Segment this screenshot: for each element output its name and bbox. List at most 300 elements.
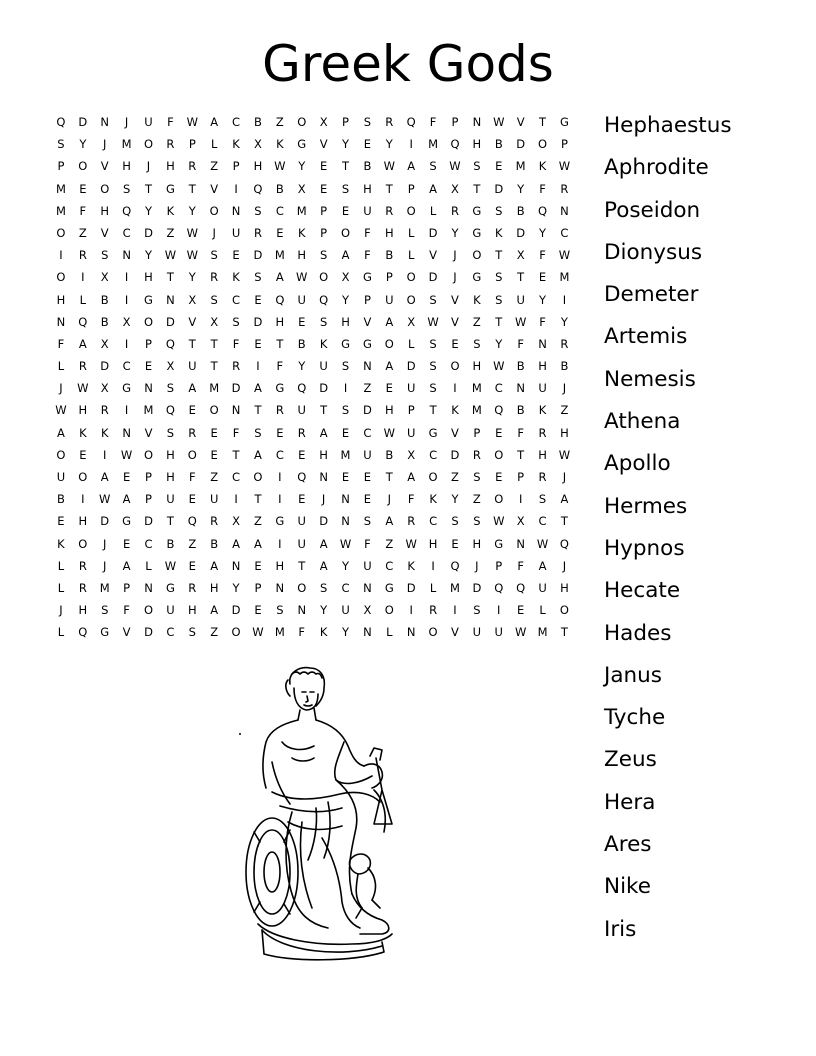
grid-letter: A xyxy=(210,558,219,573)
grid-letter: M xyxy=(209,381,220,396)
grid-letter: V xyxy=(188,314,197,329)
grid-letter: W xyxy=(558,248,571,263)
grid-letter: O xyxy=(231,625,241,640)
grid-letter: I xyxy=(103,447,107,462)
grid-letter: X xyxy=(407,447,416,462)
grid-letter: N xyxy=(275,580,285,595)
grid-row xyxy=(50,599,575,621)
grid-row xyxy=(50,488,575,510)
word-list-item: Artemis xyxy=(604,324,688,350)
grid-letter: O xyxy=(143,447,154,462)
grid-letter: T xyxy=(385,181,393,196)
grid-letter: F xyxy=(517,558,524,573)
grid-letter: E xyxy=(276,425,284,440)
grid-letter: O xyxy=(209,403,219,418)
grid-letter: O xyxy=(428,470,438,484)
grid-letter: O xyxy=(406,270,416,285)
grid-letter: A xyxy=(385,514,394,529)
grid-letter: E xyxy=(276,225,284,240)
grid-letter: E xyxy=(451,336,459,351)
grid-letter: B xyxy=(516,403,525,418)
grid-letter: S xyxy=(495,203,503,218)
grid-letter: I xyxy=(453,603,457,618)
grid-letter: H xyxy=(187,603,197,618)
grid-letter: N xyxy=(297,603,307,618)
grid-letter: D xyxy=(428,225,438,240)
grid-letter: M xyxy=(471,403,482,418)
grid-letter: H xyxy=(275,314,285,329)
grid-row xyxy=(50,577,575,599)
grid-letter: M xyxy=(537,625,548,640)
grid-letter: V xyxy=(451,425,459,440)
word-list xyxy=(604,105,732,951)
word-list-item: Nike xyxy=(604,874,651,900)
grid-letter: V xyxy=(100,225,109,240)
grid-letter: W xyxy=(77,381,89,396)
word-list-item: Ares xyxy=(604,832,652,858)
grid-letter: P xyxy=(123,580,131,595)
grid-letter: Y xyxy=(188,203,196,218)
grid-letter: W xyxy=(558,159,571,174)
grid-letter: N xyxy=(166,292,175,307)
grid-letter: A xyxy=(319,536,328,551)
grid-letter: X xyxy=(516,248,525,263)
grid-letter: Y xyxy=(517,181,525,196)
grid-letter: U xyxy=(231,225,241,240)
grid-letter: H xyxy=(297,248,307,263)
grid-letter: F xyxy=(407,492,415,507)
grid-letter: O xyxy=(100,181,110,196)
grid-letter: C xyxy=(122,359,131,374)
grid-letter: T xyxy=(254,403,262,418)
grid-letter: C xyxy=(232,292,241,307)
grid-letter: D xyxy=(144,625,153,640)
grid-letter: Z xyxy=(560,403,569,418)
grid-letter: S xyxy=(319,314,328,329)
grid-letter: W xyxy=(164,558,177,573)
grid-letter: E xyxy=(254,603,262,618)
grid-letter: Y xyxy=(298,159,306,174)
grid-letter: C xyxy=(232,470,241,484)
grid-letter: J xyxy=(212,225,216,240)
grid-letter: V xyxy=(451,292,459,307)
grid-letter: N xyxy=(560,203,569,218)
word-list-item: Hypnos xyxy=(604,535,685,561)
grid-letter: Q xyxy=(406,115,416,129)
grid-letter: F xyxy=(167,115,174,129)
grid-letter: A xyxy=(429,181,438,196)
grid-row xyxy=(50,266,575,288)
grid-letter: M xyxy=(143,403,154,418)
grid-letter: L xyxy=(407,336,415,351)
grid-letter: E xyxy=(254,292,262,307)
grid-letter: H xyxy=(100,203,110,218)
grid-letter: R xyxy=(275,403,284,418)
grid-letter: E xyxy=(188,492,196,507)
grid-letter: M xyxy=(559,270,570,285)
grid-letter: Q xyxy=(494,403,504,418)
grid-letter: P xyxy=(385,270,393,285)
grid-letter: T xyxy=(473,181,481,196)
grid-letter: U xyxy=(472,625,482,640)
grid-letter: E xyxy=(122,536,131,551)
grid-letter: R xyxy=(78,580,87,595)
grid-letter: E xyxy=(341,425,350,440)
grid-letter: U xyxy=(297,403,306,418)
grid-letter: N xyxy=(516,536,525,551)
grid-letter: T xyxy=(232,447,240,462)
grid-letter: J xyxy=(475,558,479,573)
grid-letter: I xyxy=(453,381,457,396)
grid-letter: W xyxy=(514,314,527,329)
grid-letter: O xyxy=(56,225,66,240)
grid-letter: K xyxy=(232,270,240,285)
grid-letter: H xyxy=(166,447,175,462)
grid-letter: B xyxy=(385,248,394,263)
grid-letter: X xyxy=(232,514,241,529)
grid-letter: X xyxy=(297,181,306,196)
grid-letter: U xyxy=(385,292,394,307)
grid-letter: H xyxy=(78,603,88,618)
grid-letter: P xyxy=(407,403,415,418)
grid-letter: L xyxy=(386,625,393,640)
grid-letter: K xyxy=(429,492,437,507)
grid-letter: R xyxy=(188,159,197,174)
word-list-item: Dionysus xyxy=(604,239,703,265)
grid-letter: T xyxy=(539,115,547,129)
grid-letter: Q xyxy=(78,314,88,329)
grid-letter: I xyxy=(256,359,260,374)
grid-letter: Z xyxy=(275,115,284,129)
grid-letter: Y xyxy=(560,314,568,329)
grid-letter: K xyxy=(538,403,547,418)
grid-letter: R xyxy=(188,580,197,595)
grid-letter: Z xyxy=(78,225,87,240)
word-list-item: Aphrodite xyxy=(604,155,709,181)
grid-letter: W xyxy=(186,115,198,129)
grid-letter: M xyxy=(515,159,526,174)
word-list-item: Tyche xyxy=(604,705,666,731)
grid-letter: H xyxy=(472,536,482,551)
grid-letter: O xyxy=(78,159,88,174)
grid-letter: K xyxy=(297,225,306,240)
grid-letter: O xyxy=(319,270,329,285)
grid-letter: Y xyxy=(451,492,459,507)
grid-letter: G xyxy=(472,270,482,285)
grid-letter: H xyxy=(538,359,547,374)
grid-letter: Q xyxy=(319,292,329,307)
grid-letter: G xyxy=(100,625,110,640)
grid-letter: U xyxy=(363,203,372,218)
grid-letter: W xyxy=(493,514,505,529)
grid-letter: L xyxy=(539,603,546,618)
grid-letter: P xyxy=(495,558,503,573)
grid-letter: D xyxy=(319,514,329,529)
grid-letter: B xyxy=(100,292,109,307)
grid-letter: Y xyxy=(144,203,153,218)
grid-letter: F xyxy=(364,225,371,240)
grid-letter: O xyxy=(406,292,416,307)
grid-letter: N xyxy=(122,248,131,263)
grid-row xyxy=(50,399,575,421)
grid-letter: N xyxy=(472,115,482,129)
grid-letter: T xyxy=(429,403,437,418)
grid-letter: J xyxy=(59,603,63,618)
word-list-item: Zeus xyxy=(604,747,657,773)
grid-letter: E xyxy=(57,514,65,529)
grid-letter: H xyxy=(56,292,66,307)
grid-letter: Z xyxy=(254,514,262,529)
grid-letter: Z xyxy=(188,536,197,551)
grid-letter: H xyxy=(384,225,394,240)
grid-letter: E xyxy=(79,447,87,462)
grid-letter: M xyxy=(428,137,439,152)
grid-letter: K xyxy=(57,536,65,551)
grid-letter: H xyxy=(384,403,394,418)
grid-letter: A xyxy=(57,425,65,440)
grid-letter: H xyxy=(78,514,88,529)
word-list-item: Janus xyxy=(604,662,662,688)
grid-letter: D xyxy=(362,403,372,418)
grid-letter: M xyxy=(99,580,110,595)
grid-letter: A xyxy=(407,159,416,174)
grid-letter: Z xyxy=(210,470,219,484)
grid-letter: W xyxy=(383,159,395,174)
grid-letter: X xyxy=(210,314,219,329)
grid-letter: I xyxy=(343,381,348,396)
grid-letter: X xyxy=(451,181,459,196)
grid-letter: I xyxy=(124,403,129,418)
grid-letter: R xyxy=(210,514,219,529)
grid-letter: P xyxy=(342,115,349,129)
grid-letter: K xyxy=(319,625,328,640)
grid-letter: P xyxy=(145,492,152,507)
grid-letter: E xyxy=(79,181,87,196)
grid-letter: F xyxy=(517,425,524,440)
grid-letter: R xyxy=(297,425,306,440)
grid-letter: T xyxy=(188,181,196,196)
grid-letter: T xyxy=(320,403,328,418)
grid-letter: X xyxy=(341,270,350,285)
grid-letter: I xyxy=(278,492,282,507)
grid-letter: O xyxy=(297,115,307,129)
word-list-item: Iris xyxy=(604,916,637,942)
grid-letter: N xyxy=(144,580,153,595)
grid-row xyxy=(50,377,575,399)
grid-letter: C xyxy=(494,381,503,396)
grid-letter: U xyxy=(166,492,175,507)
grid-letter: I xyxy=(278,536,282,551)
grid-letter: C xyxy=(429,447,438,462)
grid-letter: S xyxy=(254,425,262,440)
grid-letter: K xyxy=(538,159,547,174)
grid-letter: E xyxy=(495,425,503,440)
grid-letter: R xyxy=(78,558,87,573)
grid-letter: E xyxy=(495,470,503,484)
grid-letter: S xyxy=(319,248,328,263)
grid-letter: O xyxy=(143,137,154,152)
grid-letter: L xyxy=(429,580,437,595)
grid-letter: E xyxy=(122,470,131,484)
grid-letter: S xyxy=(451,514,459,529)
grid-letter: R xyxy=(407,514,416,529)
grid-letter: F xyxy=(232,336,240,351)
grid-letter: R xyxy=(188,425,197,440)
grid-letter: T xyxy=(560,514,568,529)
grid-letter: H xyxy=(166,470,175,484)
grid-letter: D xyxy=(450,447,460,462)
grid-letter: L xyxy=(210,137,218,152)
grid-letter: D xyxy=(428,270,438,285)
grid-letter: M xyxy=(340,447,351,462)
grid-letter: R xyxy=(429,603,438,618)
grid-letter: U xyxy=(516,292,525,307)
grid-letter: G xyxy=(144,292,153,307)
grid-letter: T xyxy=(144,181,153,196)
grid-letter: G xyxy=(472,225,482,240)
grid-letter: F xyxy=(364,536,371,551)
grid-letter: F xyxy=(276,359,284,374)
grid-letter: U xyxy=(144,115,153,129)
grid-letter: V xyxy=(516,115,525,129)
grid-letter: B xyxy=(363,159,372,174)
grid-letter: A xyxy=(341,248,350,263)
grid-letter: G xyxy=(341,336,350,351)
grid-letter: M xyxy=(274,625,285,640)
grid-letter: W xyxy=(383,425,395,440)
grid-letter: R xyxy=(232,359,241,374)
grid-letter: Y xyxy=(539,292,547,307)
grid-letter: T xyxy=(517,447,525,462)
grid-letter: S xyxy=(495,292,503,307)
grid-letter: D xyxy=(231,381,241,396)
grid-letter: S xyxy=(473,336,481,351)
grid-letter: E xyxy=(210,425,218,440)
grid-letter: S xyxy=(429,159,437,174)
grid-letter: C xyxy=(275,203,284,218)
grid-letter: C xyxy=(144,536,153,551)
grid-letter: S xyxy=(276,603,284,618)
grid-letter: V xyxy=(451,625,459,640)
grid-letter: M xyxy=(55,203,66,218)
page-title: Greek Gods xyxy=(262,35,554,93)
grid-letter: Y xyxy=(298,359,306,374)
grid-letter: H xyxy=(275,558,285,573)
grid-letter: A xyxy=(538,558,547,573)
grid-letter: J xyxy=(562,470,567,484)
grid-letter: I xyxy=(234,492,238,507)
grid-letter: C xyxy=(363,425,372,440)
grid-letter: S xyxy=(473,603,481,618)
grid-letter: U xyxy=(363,447,372,462)
grid-letter: O xyxy=(384,336,394,351)
grid-letter: A xyxy=(254,381,262,396)
grid-letter: L xyxy=(145,558,152,573)
grid-letter: T xyxy=(385,470,393,484)
grid-letter: O xyxy=(384,603,394,618)
grid-letter: E xyxy=(298,314,306,329)
grid-letter: U xyxy=(406,425,416,440)
grid-letter: H xyxy=(560,580,569,595)
grid-letter: B xyxy=(560,359,569,374)
grid-row xyxy=(50,133,575,155)
grid-letter: W xyxy=(449,159,461,174)
grid-letter: K xyxy=(100,425,109,440)
grid-letter: Y xyxy=(144,248,153,263)
grid-letter: O xyxy=(187,447,197,462)
grid-letter: A xyxy=(122,558,131,573)
grid-letter: C xyxy=(341,580,350,595)
grid-letter: W xyxy=(120,447,133,462)
grid-letter: T xyxy=(188,336,196,351)
grid-letter: F xyxy=(232,425,240,440)
grid-letter: R xyxy=(100,403,109,418)
grid-letter: E xyxy=(385,381,393,396)
grid-letter: Z xyxy=(210,159,219,174)
grid-letter: U xyxy=(297,514,306,529)
grid-letter: H xyxy=(538,447,547,462)
grid-letter: Q xyxy=(78,625,88,640)
grid-letter: Z xyxy=(210,625,219,640)
grid-letter: J xyxy=(562,558,567,573)
grid-letter: V xyxy=(451,314,459,329)
grid-letter: I xyxy=(409,137,413,152)
grid-letter: I xyxy=(518,492,523,507)
grid-letter: J xyxy=(453,248,457,263)
grid-letter: Q xyxy=(165,403,175,418)
grid-letter: I xyxy=(278,470,282,484)
grid-letter: O xyxy=(78,536,88,551)
grid-row xyxy=(50,510,575,532)
grid-letter: N xyxy=(319,470,328,484)
grid-letter: O xyxy=(56,270,66,285)
grid-letter: F xyxy=(539,181,546,196)
grid-letter: L xyxy=(407,248,415,263)
grid-letter: S xyxy=(341,403,350,418)
grid-letter: O xyxy=(143,603,154,618)
grid-letter: O xyxy=(559,603,569,618)
grid-letter: W xyxy=(427,314,439,329)
grid-letter: U xyxy=(494,625,503,640)
word-list-item: Poseidon xyxy=(604,197,701,223)
grid-row xyxy=(50,333,575,355)
grid-letter: T xyxy=(342,159,350,174)
grid-letter: I xyxy=(81,270,85,285)
grid-letter: S xyxy=(101,603,109,618)
grid-letter: D xyxy=(78,115,88,129)
grid-letter: U xyxy=(188,359,197,374)
grid-letter: S xyxy=(210,292,218,307)
grid-letter: C xyxy=(385,558,394,573)
grid-letter: W xyxy=(252,625,264,640)
grid-letter: X xyxy=(407,314,416,329)
grid-letter: E xyxy=(210,447,218,462)
grid-letter: R xyxy=(538,425,547,440)
grid-letter: H xyxy=(341,314,350,329)
grid-letter: Q xyxy=(538,203,548,218)
grid-letter: E xyxy=(319,159,328,174)
grid-letter: P xyxy=(473,425,481,440)
grid-letter: R xyxy=(78,248,87,263)
grid-letter: C xyxy=(122,225,131,240)
grid-letter: Y xyxy=(342,625,350,640)
grid-letter: T xyxy=(254,492,262,507)
grid-letter: C xyxy=(275,447,284,462)
grid-letter: K xyxy=(319,336,328,351)
grid-letter: A xyxy=(254,447,262,462)
grid-letter: X xyxy=(363,603,372,618)
grid-row xyxy=(50,289,575,311)
